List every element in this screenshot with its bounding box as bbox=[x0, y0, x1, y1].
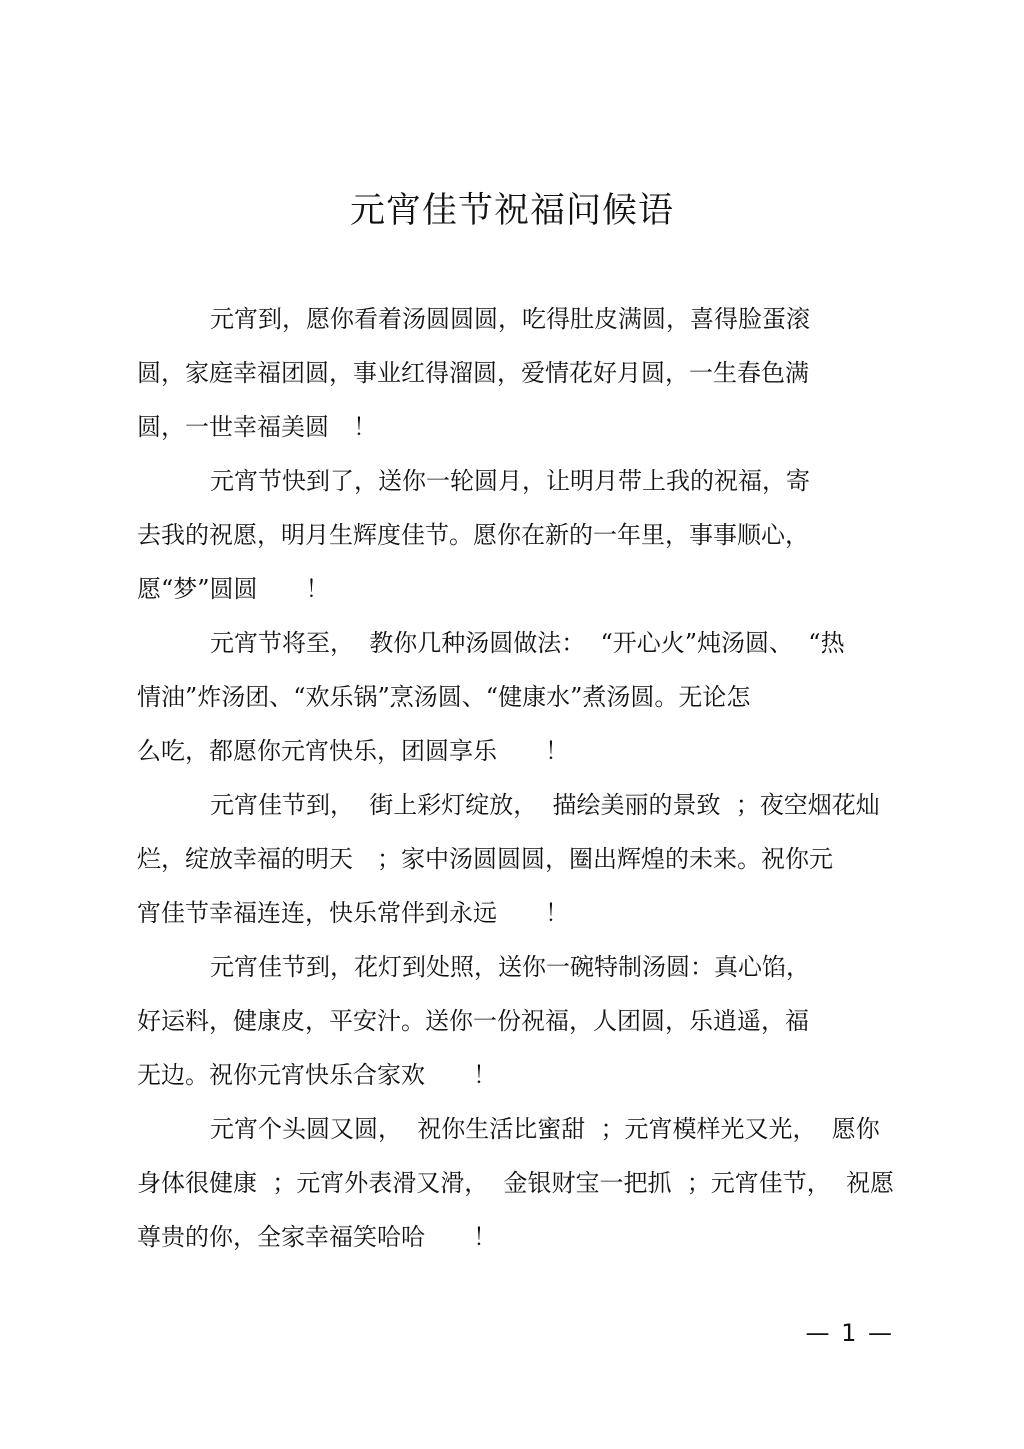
paragraph-4 bbox=[137, 778, 897, 940]
document-title: 元宵佳节祝福问候语 bbox=[349, 191, 674, 231]
paragraph-line: 宵佳节幸福连连，快乐常伴到永远 ！ bbox=[137, 899, 569, 927]
paragraph-3 bbox=[137, 616, 897, 778]
paragraph-line: 去我的祝愿，明月生辉度佳节。愿你在新的一年里，事事顺心， bbox=[137, 521, 809, 549]
paragraph-5 bbox=[137, 940, 897, 1102]
paragraph-1 bbox=[137, 292, 897, 454]
paragraph-2 bbox=[137, 454, 897, 616]
paragraph-line: 身体很健康 ；元宵外表滑又滑， 金银财宝一把抓 ；元宵佳节， 祝愿 bbox=[137, 1169, 895, 1197]
paragraph-line: 圆，家庭幸福团圆，事业红得溜圆，爱情花好月圆，一生春色满 bbox=[137, 359, 809, 387]
paragraph-line: 愿“梦”圆圆 ！ bbox=[137, 575, 330, 603]
paragraph-line: 圆，一世幸福美圆 ！ bbox=[137, 413, 377, 441]
paragraph-line: 好运料，健康皮，平安汁。送你一份祝福，人团圆，乐逍遥，福 bbox=[137, 1007, 809, 1035]
paragraph-line: 无边。祝你元宵快乐合家欢 ！ bbox=[137, 1061, 497, 1089]
paragraph-line: 元宵佳节到， 街上彩灯绽放， 描绘美丽的景致 ；夜空烟花灿 bbox=[210, 791, 880, 819]
paragraph-line: 烂，绽放幸福的明天 ；家中汤圆圆圆，圈出辉煌的未来。祝你元 bbox=[137, 845, 833, 873]
document-body bbox=[137, 292, 897, 1264]
page-number: — 1 — bbox=[805, 1319, 894, 1347]
paragraph-line: 元宵佳节到，花灯到处照，送你一碗特制汤圆：真心馅， bbox=[210, 953, 810, 981]
paragraph-line: 尊贵的你，全家幸福笑哈哈 ！ bbox=[137, 1223, 497, 1251]
paragraph-line: 元宵节将至， 教你几种汤圆做法： “开心火”炖汤圆、 “热 bbox=[210, 629, 845, 657]
paragraph-line: 么吃，都愿你元宵快乐，团圆享乐 ！ bbox=[137, 737, 569, 765]
paragraph-line: 情油”炸汤团、“欢乐锅”烹汤圆、“健康水”煮汤圆。无论怎 bbox=[137, 683, 751, 711]
paragraph-line: 元宵个头圆又圆， 祝你生活比蜜甜 ；元宵模样光又光， 愿你 bbox=[210, 1115, 880, 1143]
paragraph-line: 元宵节快到了，送你一轮圆月，让明月带上我的祝福，寄 bbox=[210, 467, 810, 495]
paragraph-line: 元宵到，愿你看着汤圆圆圆，吃得肚皮满圆，喜得脸蛋滚 bbox=[210, 305, 810, 333]
paragraph-6 bbox=[137, 1102, 897, 1264]
